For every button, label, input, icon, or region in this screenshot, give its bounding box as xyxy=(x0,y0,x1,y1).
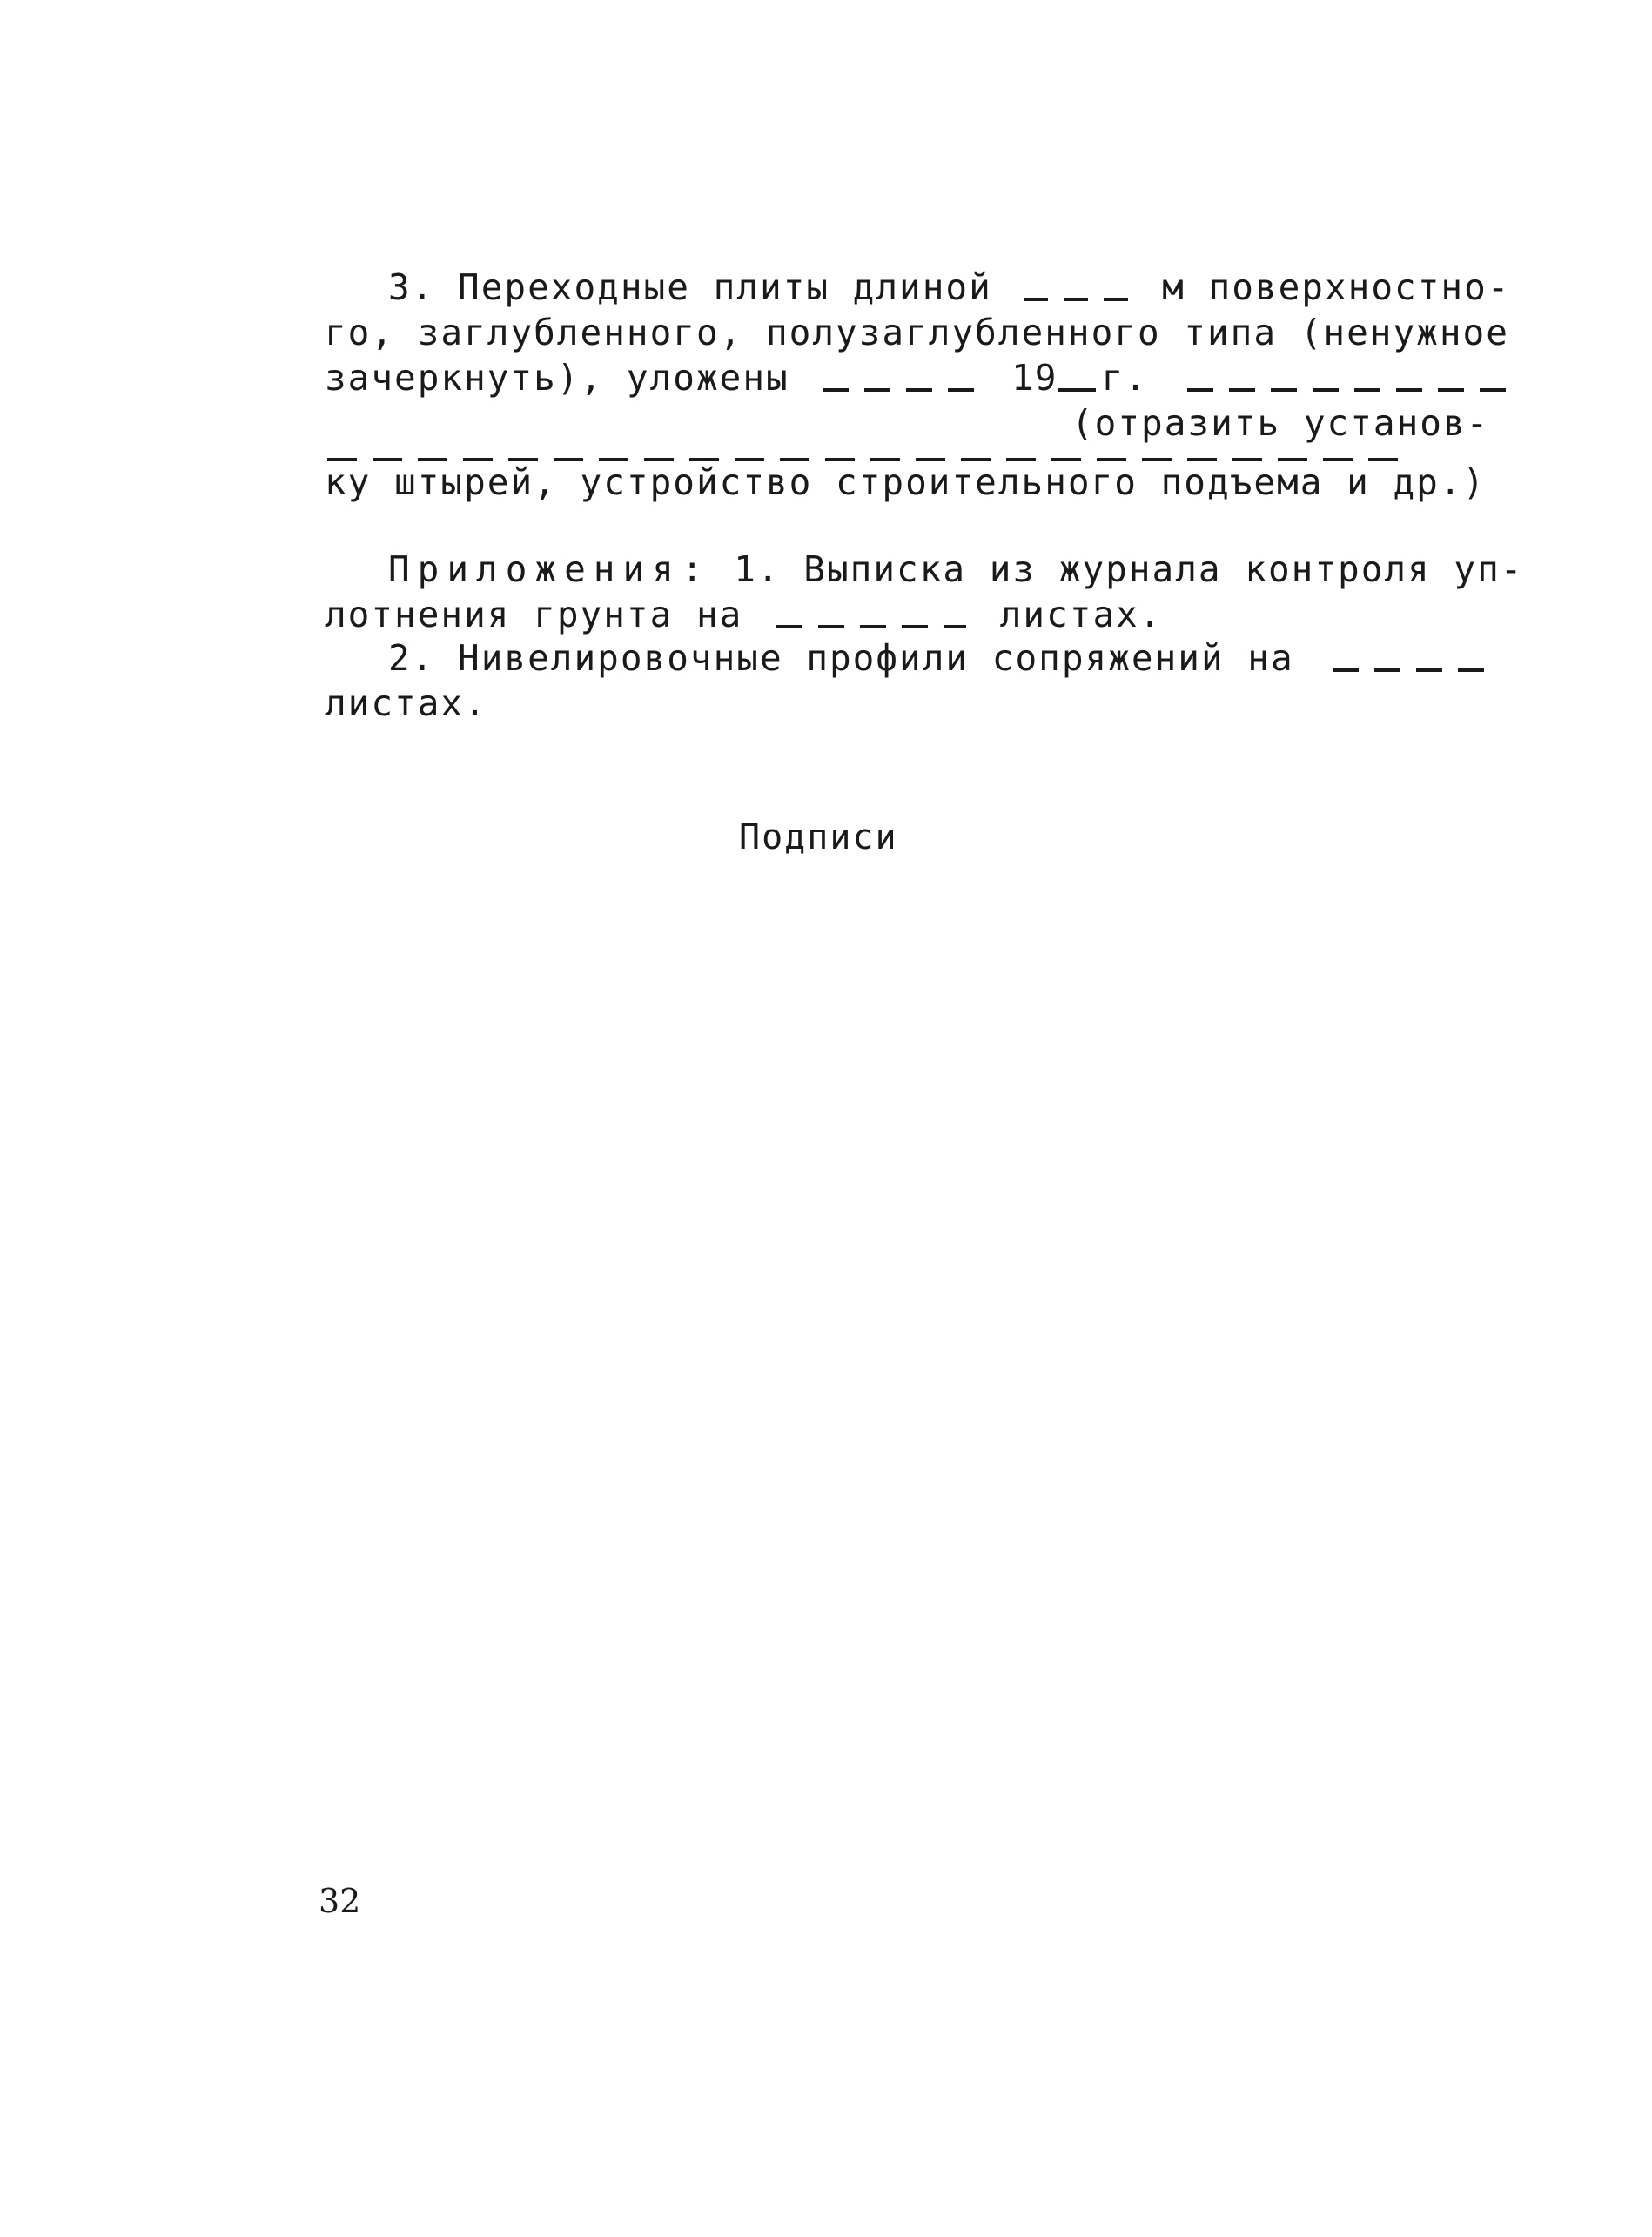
appendix-line3 xyxy=(388,635,1486,681)
notes-blank-1 xyxy=(1187,388,1509,392)
appendix-item1: 1. Выписка из журнала контроля уп- xyxy=(734,548,1524,590)
appendix-item2-cont: листах. xyxy=(325,682,487,724)
section3-line4 xyxy=(1071,400,1489,446)
section3-line6-text: ку штырей, устройство строительного подъема и др.) xyxy=(325,461,1487,503)
section3-line2-text: го, заглубленного, полузаглубленного типа (ненужное xyxy=(325,312,1509,353)
appendix-label: Приложения: xyxy=(388,548,711,590)
sheets-blank-2 xyxy=(1333,668,1486,672)
section3-line1-end: м поверхностно- xyxy=(1162,266,1511,308)
length-blank xyxy=(1024,298,1130,301)
appendix-line2 xyxy=(325,592,1163,637)
section3-line1 xyxy=(388,265,1510,310)
appendix-item2: 2. Нивелировочные профили сопряжений на xyxy=(388,637,1294,679)
date-blank xyxy=(823,388,977,392)
sheets-blank-1 xyxy=(776,625,966,628)
appendix-item1-cont: лотнения грунта на xyxy=(325,594,743,635)
year-g: г. xyxy=(1101,357,1148,399)
section3-line4-text: (отразить установ- xyxy=(1071,402,1490,444)
signatures-heading: Подписи xyxy=(739,817,898,857)
section3-line3 xyxy=(325,355,1509,400)
page-number: 32 xyxy=(319,1882,361,1920)
section3-line3-start: зачеркнуть), уложены xyxy=(325,357,789,399)
appendix-line4 xyxy=(325,681,487,726)
appendix-line1 xyxy=(388,547,1523,592)
appendix-item1-end: листах. xyxy=(999,594,1163,635)
year-blank xyxy=(1058,388,1096,392)
section3-line6 xyxy=(325,460,1486,505)
year-prefix: 19 xyxy=(1011,357,1058,399)
section3-line1-start: 3. Переходные плиты длиной xyxy=(388,266,992,308)
section3-line2 xyxy=(325,310,1509,355)
